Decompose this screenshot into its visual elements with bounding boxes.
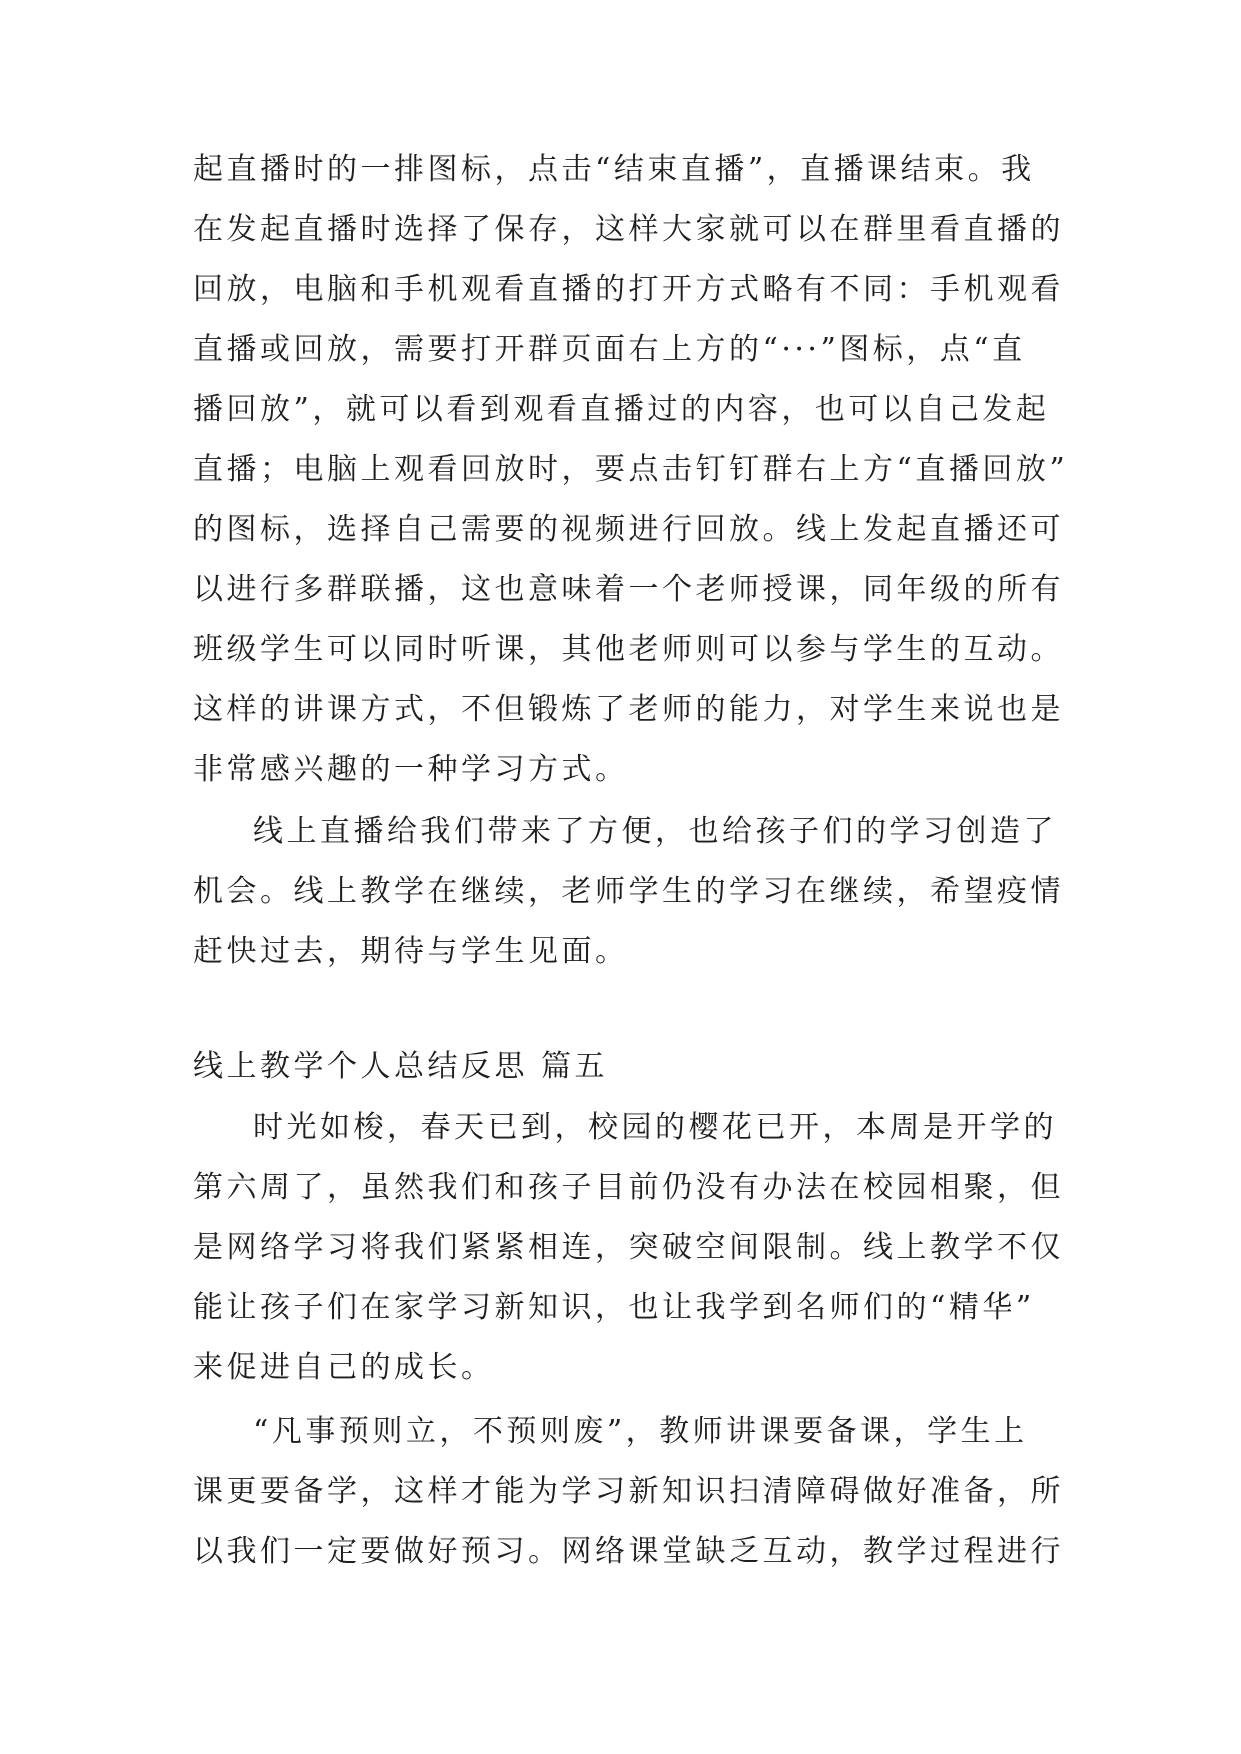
paragraph-1-line-10: 这样的讲课方式，不但锻炼了老师的能力，对学生来说也是 [193,692,1064,727]
paragraph-3-line-5: 来促进自己的成长。 [193,1350,495,1385]
paragraph-1-line-6: 直播；电脑上观看回放时，要点击钉钉群右上方“直播回放” [193,452,1069,487]
paragraph-4-line-3: 以我们一定要做好预习。网络课堂缺乏互动，教学过程进行 [193,1534,1064,1569]
paragraph-1-line-2: 在发起直播时选择了保存，这样大家就可以在群里看直播的 [193,212,1064,247]
paragraph-4-line-2: 课更要备学，这样才能为学习新知识扫清障碍做好准备，所 [193,1474,1064,1509]
paragraph-2-line-1: 线上直播给我们带来了方便，也给孩子们的学习创造了 [253,814,1057,849]
paragraph-3-line-3: 是网络学习将我们紧紧相连，突破空间限制。线上教学不仅 [193,1230,1064,1265]
paragraph-3-line-1: 时光如梭，春天已到，校园的樱花已开，本周是开学的 [253,1110,1057,1145]
paragraph-4-line-1: “凡事预则立，不预则废”，教师讲课要备课，学生上 [253,1414,1028,1449]
paragraph-2-line-2: 机会。线上教学在继续，老师学生的学习在继续，希望疫情 [193,874,1064,909]
paragraph-1-line-8: 以进行多群联播，这也意味着一个老师授课，同年级的所有 [193,572,1064,607]
paragraph-1-line-7: 的图标，选择自己需要的视频进行回放。线上发起直播还可 [193,512,1064,547]
paragraph-1-line-1: 起直播时的一排图标，点击“结束直播”，直播课结束。我 [193,152,1035,187]
paragraph-1-line-3: 回放，电脑和手机观看直播的打开方式略有不同：手机观看 [193,272,1064,307]
paragraph-1-line-11: 非常感兴趣的一种学习方式。 [193,752,629,787]
paragraph-2-line-3: 赶快过去，期待与学生见面。 [193,934,629,969]
paragraph-3-line-4: 能让孩子们在家学习新知识，也让我学到名师们的“精华” [193,1290,1035,1325]
paragraph-1-line-9: 班级学生可以同时听课，其他老师则可以参与学生的互动。 [193,632,1064,667]
paragraph-1-line-5: 播回放”，就可以看到观看直播过的内容，也可以自己发起 [193,392,1050,427]
paragraph-1-line-4: 直播或回放，需要打开群页面右上方的“···”图标，点“直 [193,332,1026,367]
paragraph-3-line-2: 第六周了，虽然我们和孩子目前仍没有办法在校园相聚，但 [193,1170,1064,1205]
section-heading: 线上教学个人总结反思 篇五 [193,1049,609,1084]
